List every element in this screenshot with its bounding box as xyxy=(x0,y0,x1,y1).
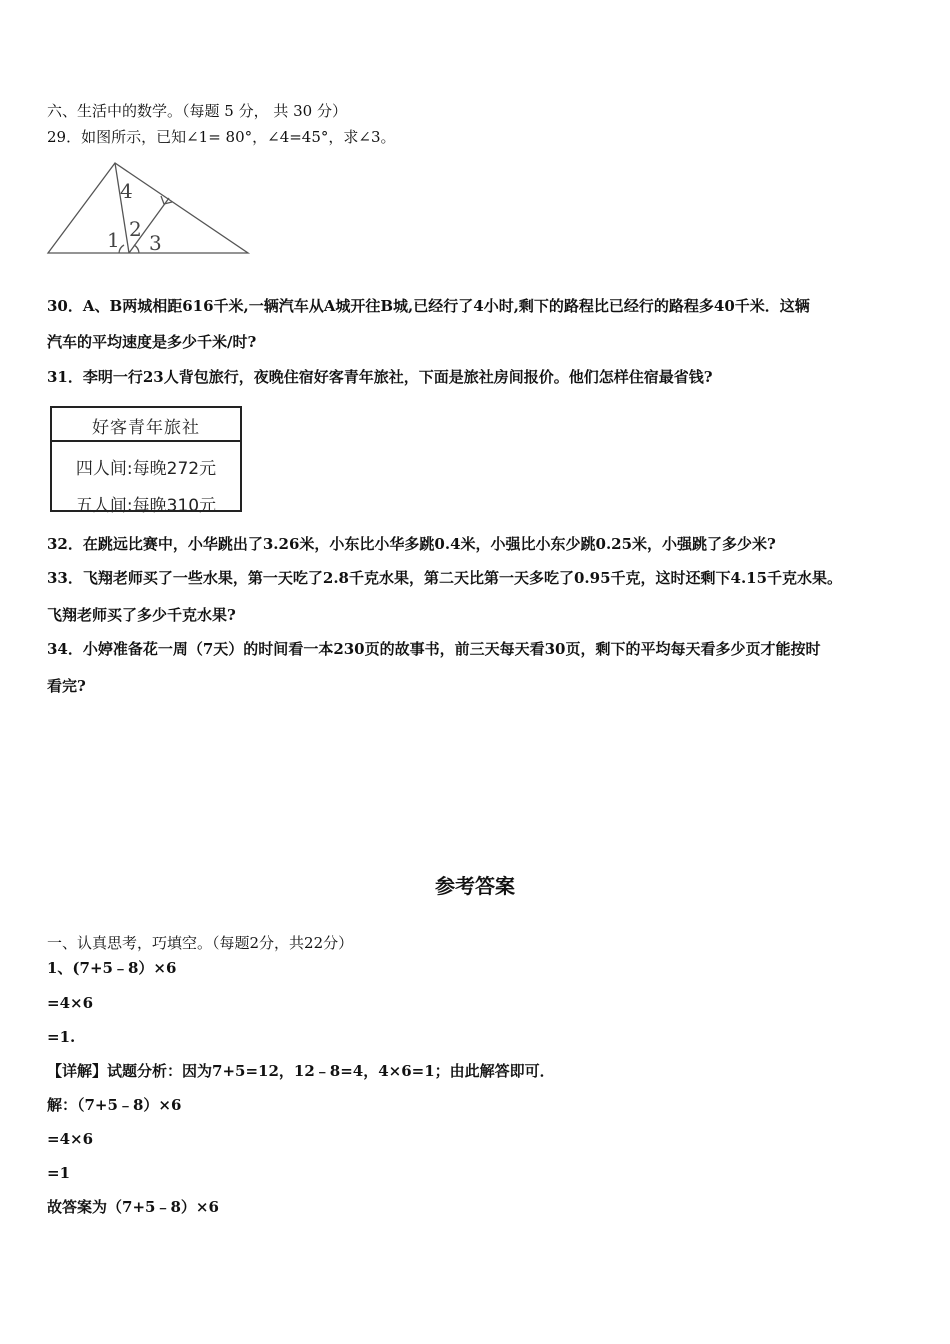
question-31: 31．李明一行23人背包旅行，夜晚住宿好客青年旅社，下面是旅社房间报价。他们怎样住宿最省钱? xyxy=(47,368,713,386)
question-33-line2: 飞翔老师买了多少千克水果? xyxy=(47,606,236,624)
answer-1-line3: =1. xyxy=(47,1028,76,1046)
label-4: 4 xyxy=(120,179,133,203)
triangle-figure xyxy=(45,160,255,260)
answer-1-solution-2: =4×6 xyxy=(47,1130,94,1148)
answer-1-detail: 【详解】试题分析：因为7+5=12，12﹣8=4，4×6=1；由此解答即可． xyxy=(47,1062,555,1080)
question-32: 32．在跳远比赛中，小华跳出了3.26米，小东比小华多跳0.4米，小强比小东少跳0.25米，小强跳了多少米? xyxy=(47,535,776,553)
question-34-line1: 34．小婷准备花一周（7天）的时间看一本230页的故事书，前三天每天看30页，剩下的平均每天看多少页才能按时 xyxy=(47,640,821,658)
answer-1-final: 故答案为（7+5﹣8）×6 xyxy=(47,1198,219,1216)
angle-arc-1 xyxy=(119,245,124,253)
question-30-line2: 汽车的平均速度是多少千米/时? xyxy=(47,333,257,351)
label-1: 1 xyxy=(107,228,120,252)
hostel-price-board xyxy=(50,406,242,516)
angle-arc-3 xyxy=(134,245,139,253)
answers-section-heading: 一、认真思考，巧填空。（每题2分，共22分） xyxy=(47,934,354,952)
hostel-name: 好客青年旅社 xyxy=(92,418,200,438)
label-2: 2 xyxy=(129,217,142,241)
answer-1-line2: =4×6 xyxy=(47,994,94,1012)
triangle-outline xyxy=(48,163,248,253)
board-divider xyxy=(52,440,240,442)
question-33-line1: 33．飞翔老师买了一些水果，第一天吃了2.8千克水果，第二天比第一天多吃了0.95千克，这时还剩下4.15千克水果。 xyxy=(47,569,843,587)
question-30-line1: 30．A、B两城相距616千米,一辆汽车从A城开往B城,已经行了4小时,剩下的路程比已经行的路程多40千米．这辆 xyxy=(47,297,810,315)
answer-1-solution-1: 解：（7+5﹣8）×6 xyxy=(47,1096,182,1114)
answer-1-line1: 1、(7+5﹣8）×6 xyxy=(47,959,177,977)
answer-1-solution-3: =1 xyxy=(47,1164,71,1182)
label-3: 3 xyxy=(149,231,162,255)
price-five-person: 五人间:每晚310元 xyxy=(75,496,217,516)
question-29: 29．如图所示，已知∠1= 80°，∠4=45°，求∠3。 xyxy=(47,128,396,146)
question-34-line2: 看完? xyxy=(47,677,86,695)
price-four-person: 四人间:每晚272元 xyxy=(75,459,217,479)
answers-title: 参考答案 xyxy=(435,874,515,898)
section-heading: 六、生活中的数学。（每题 5 分， 共 30 分） xyxy=(47,102,347,120)
